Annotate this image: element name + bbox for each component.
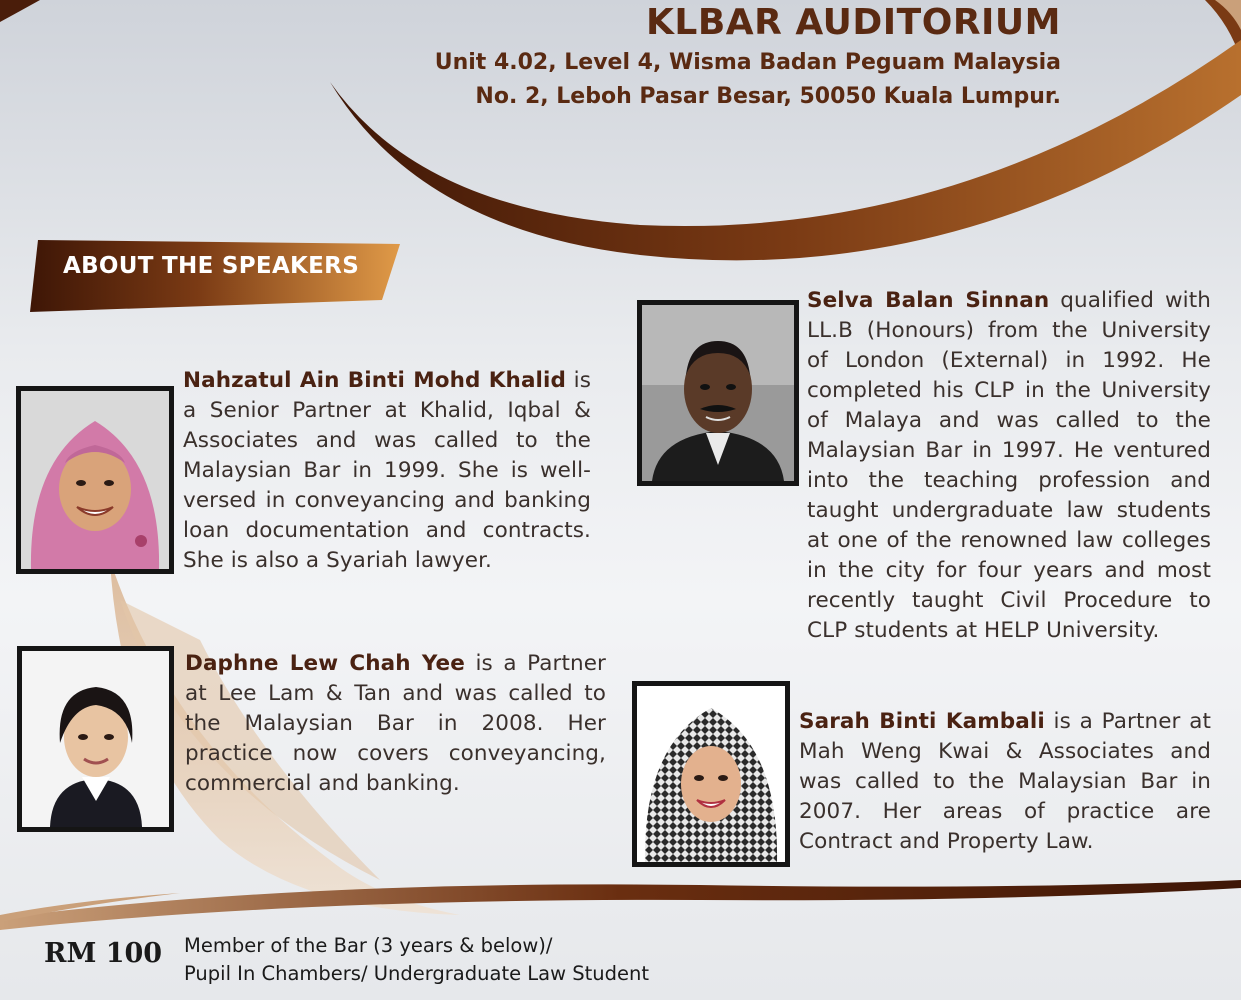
speaker-bio-sarah: [799, 707, 1211, 857]
venue-title: KLBAR AUDITORIUM: [646, 2, 1061, 43]
portrait-man-moustache-icon: [642, 305, 794, 481]
speaker-name: Daphne Lew Chah Yee: [185, 651, 465, 676]
venue-address-line-2: No. 2, Leboh Pasar Besar, 50050 Kuala Lumpur.: [475, 84, 1061, 109]
speaker-name: Selva Balan Sinnan: [807, 288, 1050, 313]
venue-address-line-1: Unit 4.02, Level 4, Wisma Badan Peguam Malaysia: [434, 50, 1061, 75]
speaker-photo-daphne: [17, 646, 174, 832]
portrait-woman-dark-hair-icon: [22, 651, 169, 827]
speaker-bio-nahzatul: [183, 366, 591, 576]
fee-description: [184, 932, 649, 988]
section-banner: [30, 240, 400, 312]
fee-amount: RM 100: [44, 938, 163, 969]
speaker-name: Nahzatul Ain Binti Mohd Khalid: [183, 368, 566, 393]
venue-header: [435, 0, 1061, 114]
section-heading: ABOUT THE SPEAKERS: [63, 253, 360, 279]
fee-line-2: Pupil In Chambers/ Undergraduate Law Student: [184, 962, 650, 985]
speaker-photo-sarah: [632, 681, 790, 867]
portrait-hijab-pink-icon: [21, 391, 169, 569]
speaker-description-intro: qualified with LL.B (Honours) from the University of London (External) in 1992. He completed his CLP in the University of Malaya and was called to the Malaysian Bar in 1997. He ventured into the teaching profession and taught undergraduate law students at one of the renowned law colleges in the city for four years and most recently taught Civil Procedure to CLP students at HELP University.: [807, 288, 1211, 643]
speaker-photo-selva: [637, 300, 799, 486]
speaker-name: Sarah Binti Kambali: [799, 709, 1045, 734]
speaker-bio-selva: [807, 286, 1211, 646]
speaker-photo-nahzatul: [16, 386, 174, 574]
speaker-description: is a Partner at Mah Weng Kwai & Associates and was called to the Malaysian Bar in 2007. Her areas of practice are Contract and Property Law.: [799, 709, 1212, 854]
speaker-description: is a Partner at Lee Lam & Tan and was called to the Malaysian Bar in 2008. Her practice now covers conveyancing, commercial and banking.: [185, 651, 606, 796]
portrait-patterned-hijab-icon: [637, 686, 785, 862]
speaker-description: is a Senior Partner at Khalid, Iqbal & Associates and was called to the Malaysian Bar in 1999. She is well-versed in conveyancing and banking loan documentation and contracts. She is also a Syariah lawyer.: [183, 368, 592, 573]
fee-line-1: Member of the Bar (3 years & below)/: [184, 934, 553, 957]
speaker-bio-daphne: [185, 649, 606, 799]
